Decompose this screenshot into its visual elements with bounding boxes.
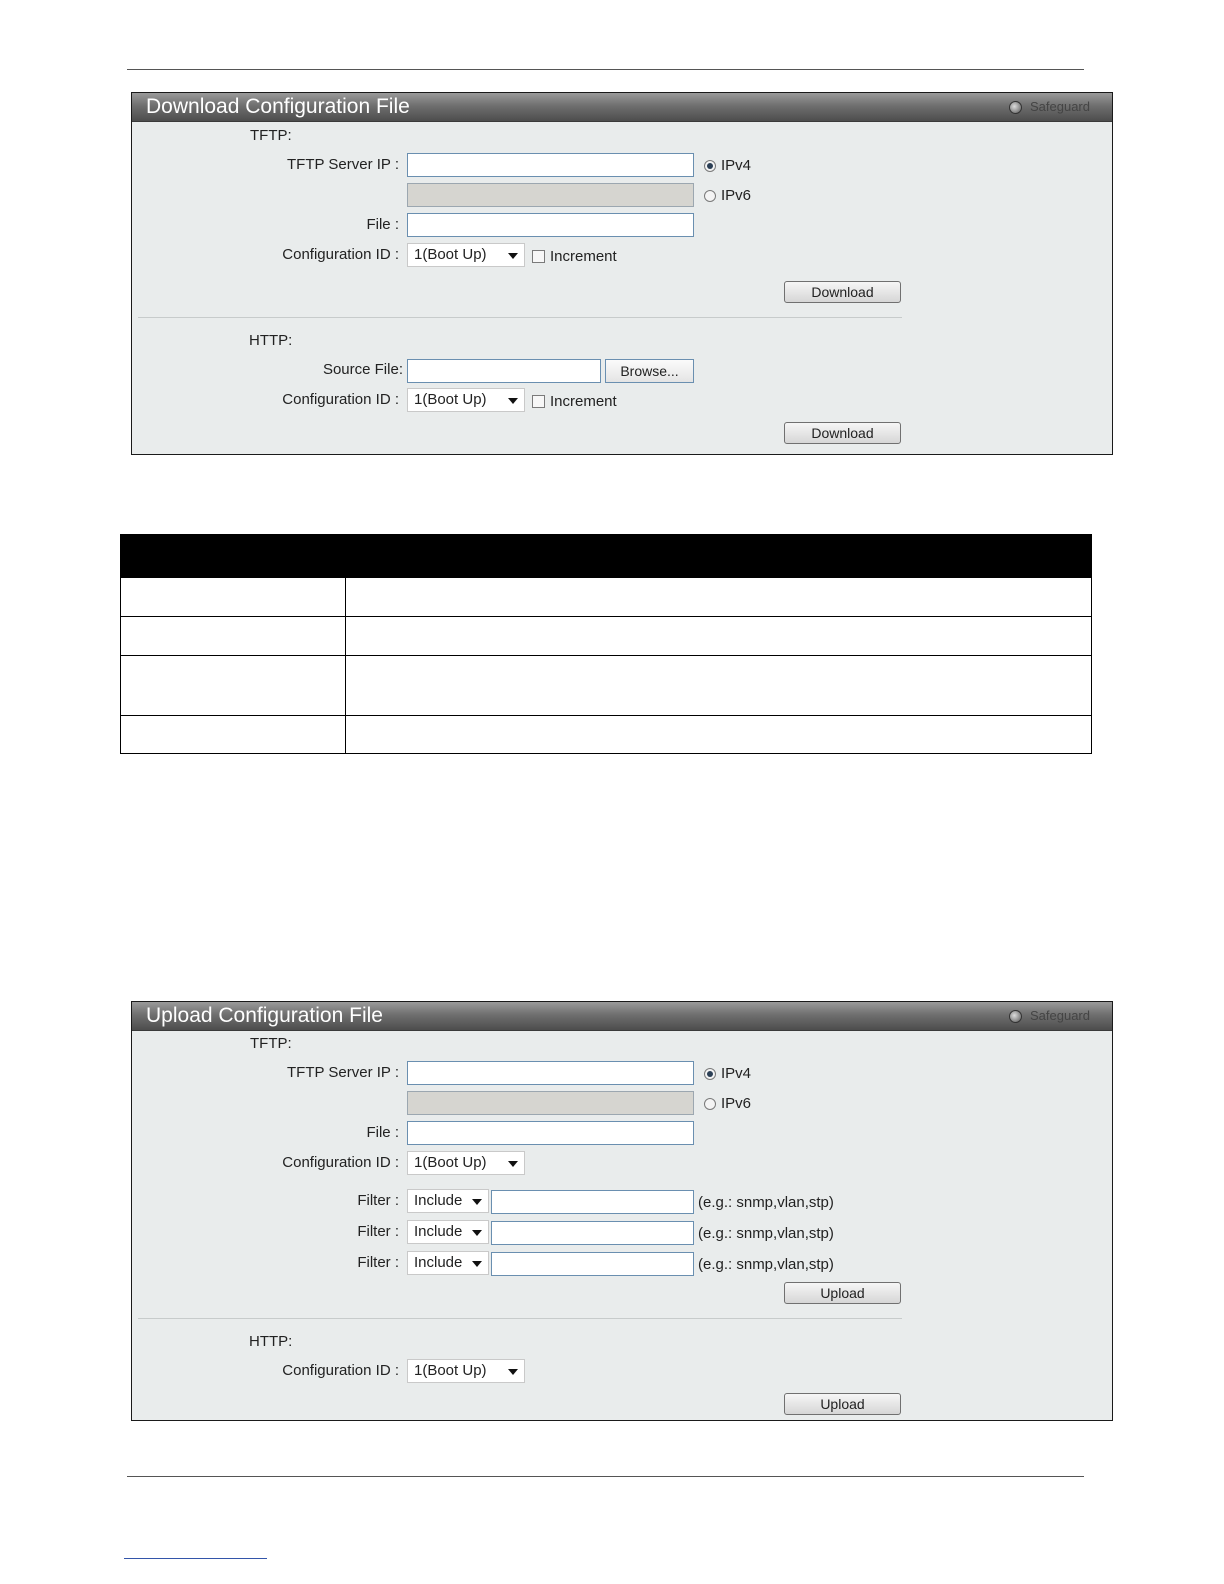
browse-button[interactable]: Browse... [605,359,694,383]
filter-mode-value: Include [414,1223,463,1240]
http-config-id-value: 1(Boot Up) [414,1362,487,1379]
chevron-down-icon [472,1261,482,1267]
file-input[interactable] [407,1121,694,1145]
filter-mode-select[interactable] [407,1251,489,1275]
safeguard-label: Safeguard [1030,99,1090,114]
safeguard-indicator [1009,100,1090,114]
table-cell [346,656,1092,716]
page-top-rule [127,69,1084,70]
filter-label: Filter : [357,1223,399,1240]
http-upload-button[interactable]: Upload [784,1393,901,1415]
safeguard-icon [1009,1010,1022,1023]
tftp-download-button[interactable]: Download [784,281,901,303]
file-label: File : [366,1124,399,1141]
filter-mode-select[interactable] [407,1189,489,1213]
tftp-heading: TFTP: [250,127,292,144]
footer-link-underline[interactable] [124,1558,267,1559]
filter-input[interactable] [491,1190,694,1214]
increment-checkbox[interactable] [532,250,545,263]
config-id-value: 1(Boot Up) [414,246,487,263]
increment-label: Increment [550,248,617,265]
page-bottom-rule [127,1476,1084,1477]
ipv4-radio[interactable] [704,1068,716,1080]
table-cell [346,578,1092,617]
table-cell [121,578,346,617]
http-config-id-value: 1(Boot Up) [414,391,487,408]
tftp-server-ip-label: TFTP Server IP : [287,156,399,173]
tftp-server-ipv4-input[interactable] [407,1061,694,1085]
table-header-description [346,535,1092,578]
tftp-server-ip-label: TFTP Server IP : [287,1064,399,1081]
table-cell [121,656,346,716]
http-increment-label: Increment [550,393,617,410]
ipv6-label: IPv6 [721,187,752,204]
chevron-down-icon [508,253,518,259]
source-file-input[interactable] [407,359,601,383]
safeguard-indicator [1009,1009,1090,1023]
config-id-select[interactable] [407,1151,525,1175]
table-header-parameter [121,535,346,578]
tftp-heading: TFTP: [250,1035,292,1052]
panel-header [132,93,1112,122]
http-increment-checkbox[interactable] [532,395,545,408]
http-config-id-select[interactable] [407,388,525,412]
tftp-server-ipv6-input[interactable] [407,1091,694,1115]
filter-mode-value: Include [414,1192,463,1209]
table-cell [121,617,346,656]
source-file-label: Source File: [322,361,403,378]
tftp-server-ipv6-input[interactable] [407,183,694,207]
chevron-down-icon [472,1230,482,1236]
panel-title: Upload Configuration File [146,1004,383,1027]
file-input[interactable] [407,213,694,237]
ipv6-radio[interactable] [704,190,716,202]
tftp-upload-button[interactable]: Upload [784,1282,901,1304]
safeguard-label: Safeguard [1030,1008,1090,1023]
download-config-panel [131,92,1113,455]
ipv6-label: IPv6 [721,1095,752,1112]
http-heading: HTTP: [249,1333,293,1350]
filter-label: Filter : [357,1192,399,1209]
table-row [121,578,1092,617]
http-config-id-select[interactable] [407,1359,525,1383]
chevron-down-icon [472,1199,482,1205]
table-cell [346,617,1092,656]
ipv4-label: IPv4 [721,157,752,174]
http-heading: HTTP: [249,332,293,349]
table-row [121,656,1092,716]
chevron-down-icon [508,1369,518,1375]
section-divider [138,317,902,318]
table-header-row [121,535,1092,578]
filter-label: Filter : [357,1254,399,1271]
tftp-server-ipv4-input[interactable] [407,153,694,177]
chevron-down-icon [508,1161,518,1167]
chevron-down-icon [508,398,518,404]
filter-input[interactable] [491,1221,694,1245]
section-divider [138,1318,902,1319]
filter-hint: (e.g.: snmp,vlan,stp) [698,1194,834,1211]
safeguard-icon [1009,101,1022,114]
filter-hint: (e.g.: snmp,vlan,stp) [698,1256,834,1273]
filter-input[interactable] [491,1252,694,1276]
filter-mode-select[interactable] [407,1220,489,1244]
table-cell [346,716,1092,754]
parameter-description-table [120,534,1092,754]
table-cell [121,716,346,754]
config-id-label: Configuration ID : [282,246,399,263]
http-config-id-label: Configuration ID : [282,391,399,408]
table-row [121,716,1092,754]
config-id-select[interactable] [407,243,525,267]
file-label: File : [366,216,399,233]
table-row [121,617,1092,656]
ipv6-radio[interactable] [704,1098,716,1110]
ipv4-label: IPv4 [721,1065,752,1082]
panel-title: Download Configuration File [146,95,410,118]
config-id-label: Configuration ID : [282,1154,399,1171]
config-id-value: 1(Boot Up) [414,1154,487,1171]
ipv4-radio[interactable] [704,160,716,172]
upload-config-panel [131,1001,1113,1421]
filter-mode-value: Include [414,1254,463,1271]
panel-header [132,1002,1112,1031]
filter-hint: (e.g.: snmp,vlan,stp) [698,1225,834,1242]
http-download-button[interactable]: Download [784,422,901,444]
http-config-id-label: Configuration ID : [282,1362,399,1379]
